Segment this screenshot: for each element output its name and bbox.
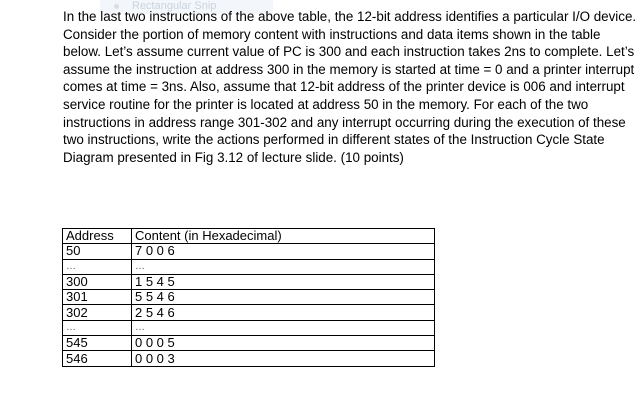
table-row (63, 320, 435, 335)
table-row (63, 305, 435, 320)
address-cell: 50 (63, 244, 132, 259)
table-header-row (63, 229, 435, 244)
memory-table (62, 228, 435, 367)
question-text: In the last two instructions of the above table, the 12-bit address identifies a particular I/O device. Consider the portion of memory content with instructions and data items shown in the table below. Let’s assume current value of PC is 300 and each instruction takes 2ns to complete. Let’s assume the instruction at address 300 in the memory is started at time = 0 and a printer interrupt comes at time = 3ns. Also, assume that 12-bit address of the printer device is 006 and interrupt service routine for the printer is located at address 50 in the memory. For each of the two instructions in address range 301-302 and any interrupt occurring during the execution of these two instructions, write the actions performed in different states of the Instruction Cycle State Diagram presented in Fig 3.12 of lecture slide. (10 points) (63, 9, 637, 165)
address-cell: 546 (63, 351, 132, 366)
address-cell: 300 (63, 274, 132, 289)
content-cell: … (132, 259, 435, 274)
address-cell: … (63, 320, 132, 335)
content-cell: 5 5 4 6 (132, 290, 435, 305)
content-cell: … (132, 320, 435, 335)
address-cell: 302 (63, 305, 132, 320)
table-row (63, 351, 435, 366)
content-cell: 0 0 0 5 (132, 336, 435, 351)
table-row (63, 336, 435, 351)
address-cell: 545 (63, 336, 132, 351)
table-row (63, 259, 435, 274)
table-row (63, 290, 435, 305)
header-address: Address (63, 229, 132, 244)
content-cell: 7 0 0 6 (132, 244, 435, 259)
header-content: Content (in Hexadecimal) (132, 229, 435, 244)
content-cell: 0 0 0 3 (132, 351, 435, 366)
content-cell: 1 5 4 5 (132, 274, 435, 289)
table-row (63, 244, 435, 259)
address-cell: 301 (63, 290, 132, 305)
address-cell: … (63, 259, 132, 274)
content-cell: 2 5 4 6 (132, 305, 435, 320)
table-row (63, 274, 435, 289)
snip-label: Rectangular Snip (132, 0, 217, 12)
